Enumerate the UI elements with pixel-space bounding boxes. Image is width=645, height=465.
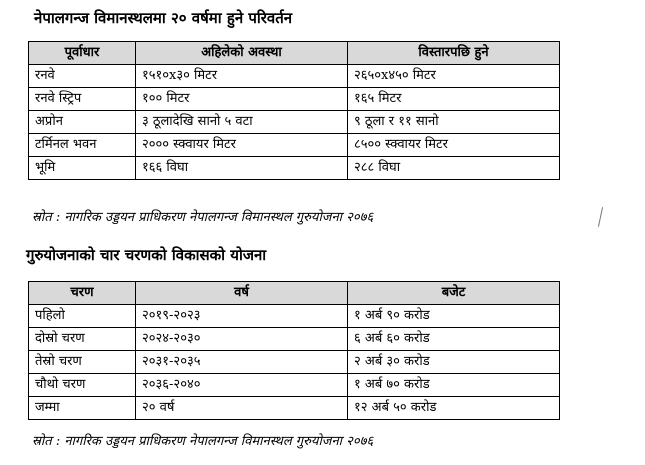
phase-plan-table <box>28 281 560 420</box>
table-cell: टर्मिनल भवन <box>29 134 136 157</box>
table-row <box>29 374 560 397</box>
table-row <box>29 305 560 328</box>
table-row <box>29 157 560 180</box>
table-row <box>29 351 560 374</box>
table-cell: २०२४-२०३० <box>136 328 348 351</box>
table-cell: पहिलो <box>29 305 136 328</box>
table-cell: ६ अर्ब ६० करोड <box>348 328 560 351</box>
table-cell: १२ अर्ब ५० करोड <box>348 397 560 420</box>
table-header-row <box>29 42 560 65</box>
table-row <box>29 65 560 88</box>
table-cell: १६५ मिटर <box>348 88 560 111</box>
table-cell: रनवे <box>29 65 136 88</box>
table-cell: २०३१-२०३५ <box>136 351 348 374</box>
table-cell: रनवे स्ट्रिप <box>29 88 136 111</box>
table-row <box>29 328 560 351</box>
column-header: विस्तारपछि हुने <box>348 42 560 65</box>
column-header: वर्ष <box>136 282 348 305</box>
table-cell: १६६ विघा <box>136 157 348 180</box>
column-header: बजेट <box>348 282 560 305</box>
table-header-row <box>29 282 560 305</box>
table-cell: ३ ठूलादेखि सानो ५ वटा <box>136 111 348 134</box>
column-header: चरण <box>29 282 136 305</box>
table-cell: २०१९-२०२३ <box>136 305 348 328</box>
table-cell: १५१०x३० मिटर <box>136 65 348 88</box>
margin-mark <box>598 207 603 227</box>
table-cell: भूमि <box>29 157 136 180</box>
table-cell: अप्रोन <box>29 111 136 134</box>
table-cell: २६५०x४५० मिटर <box>348 65 560 88</box>
column-header: अहिलेको अवस्था <box>136 42 348 65</box>
table-cell: २८८ विघा <box>348 157 560 180</box>
table-cell: तेस्रो चरण <box>29 351 136 374</box>
table2-title: गुरुयोजनाको चार चरणको विकासको योजना <box>26 246 267 264</box>
table1-source: स्रोत : नागरिक उड्डयन प्राधिकरण नेपालगन्ज विमानस्थल गुरुयोजना २०७६ <box>32 210 374 225</box>
table1-title: नेपालगन्ज विमानस्थलमा २० वर्षमा हुने परिवर्तन <box>34 9 293 27</box>
table-cell: २००० स्क्वायर मिटर <box>136 134 348 157</box>
column-header: पूर्वाधार <box>29 42 136 65</box>
table-cell: ९ ठूला र ११ सानो <box>348 111 560 134</box>
table-cell: चौथो चरण <box>29 374 136 397</box>
table-cell: २०३६-२०४० <box>136 374 348 397</box>
table-cell: ८५०० स्क्वायर मिटर <box>348 134 560 157</box>
table-cell: २ अर्ब ३० करोड <box>348 351 560 374</box>
table-cell: दोस्रो चरण <box>29 328 136 351</box>
table-row <box>29 111 560 134</box>
infrastructure-table <box>28 41 560 180</box>
table-cell: जम्मा <box>29 397 136 420</box>
table2-source: स्रोत : नागरिक उड्डयन प्राधिकरण नेपालगन्ज विमानस्थल गुरुयोजना २०७६ <box>32 434 374 449</box>
table-cell: १०० मिटर <box>136 88 348 111</box>
table-cell: २० वर्ष <box>136 397 348 420</box>
table-row <box>29 134 560 157</box>
table-cell: १ अर्ब ९० करोड <box>348 305 560 328</box>
table-row <box>29 88 560 111</box>
table-cell: १ अर्ब ७० करोड <box>348 374 560 397</box>
table-row <box>29 397 560 420</box>
